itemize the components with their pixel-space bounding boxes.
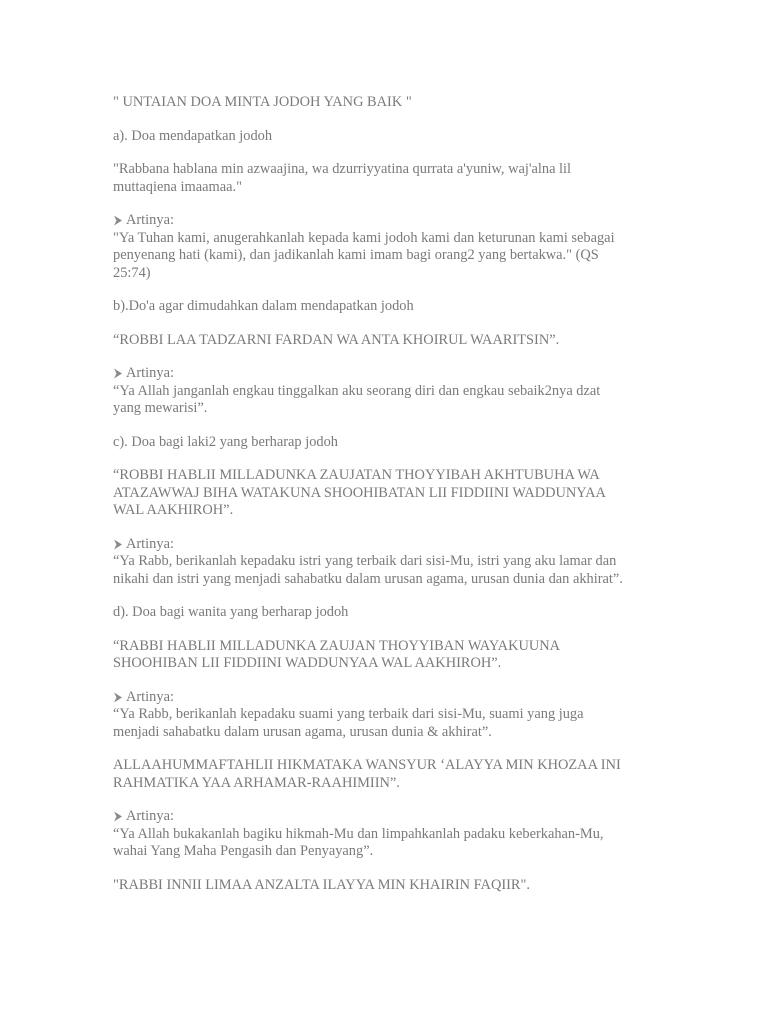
section-heading: c). Doa bagi laki2 yang berharap jodoh — [113, 433, 338, 450]
section-heading: b).Do'a agar dimudahkan dalam mendapatkan jodoh — [113, 298, 414, 314]
section-heading: d). Doa bagi wanita yang berharap jodoh — [113, 604, 349, 620]
meaning-label-text: Artinya: — [126, 808, 174, 824]
section-d — [113, 604, 658, 741]
prayer-meaning: "Ya Tuhan kami, anugerahkanlah kepada kami jodoh kami dan keturunan kami sebagai penyenang hati (kami), dan jadikanlah kami imam bagi orang2 yang bertakwa." (QS 25:74) — [113, 229, 615, 281]
prayer-text: “ROBBI LAA TADZARNI FARDAN WA ANTA KHOIRUL WAARITSIN”. — [113, 331, 560, 348]
arrow-bullet-icon — [113, 692, 123, 703]
prayer-text: "Rabbana hablana min azwaajina, wa dzurriyyatina qurrata a'yuniw, waj'alna lil muttaqiena imaamaa." — [113, 161, 572, 195]
meaning-label — [113, 689, 658, 707]
section-b — [113, 298, 658, 418]
prayer-text: “ROBBI HABLII MILLADUNKA ZAUJATAN THOYYIBAH AKHTUBUHA WA ATAZAWWAJ BIHA WATAKUNA SHOOHIBATAN LII FIDDIINI WADDUNYAA WAL AAKHIROH”. — [113, 467, 606, 518]
meaning-label — [113, 365, 658, 383]
meaning-label-text: Artinya: — [126, 365, 174, 381]
prayer-meaning: “Ya Allah bukakanlah bagiku hikmah-Mu dan limpahkanlah padaku keberkahan-Mu, wahai Yang Maha Pengasih dan Penyayang”. — [113, 825, 604, 859]
prayer-text: ALLAAHUMMAFTAHLII HIKMATAKA WANSYUR ‘ALAYYA MIN KHOZAA INI RAHMATIKA YAA ARHAMAR-RAAHIMIIN”. — [113, 757, 621, 791]
section-e — [113, 757, 658, 861]
prayer-meaning: “Ya Rabb, berikanlah kepadaku istri yang terbaik dari sisi-Mu, istri yang aku lamar dan nikahi dan istri yang menjadi sahabatku dalam urusan agama, urusan dunia dan akhirat”. — [113, 553, 623, 587]
closing-prayer: "RABBI INNII LIMAA ANZALTA ILAYYA MIN KHAIRIN FAQIIR". — [113, 876, 530, 893]
prayer-meaning: “Ya Allah janganlah engkau tinggalkan aku seorang diri dan engkau sebaik2nya dzat yang mewarisi”. — [113, 382, 601, 416]
section-c — [113, 434, 658, 589]
meaning-label-text: Artinya: — [126, 535, 174, 552]
arrow-bullet-icon — [113, 811, 123, 822]
prayer-text: “RABBI HABLII MILLADUNKA ZAUJAN THOYYIBAN WAYAKUUNA SHOOHIBAN LII FIDDIINI WADDUNYAA WAL AAKHIROH”. — [113, 637, 561, 671]
meaning-label — [113, 536, 658, 554]
document-body — [113, 94, 658, 910]
meaning-label-text: Artinya: — [126, 688, 174, 705]
document-title: " UNTAIAN DOA MINTA JODOH YANG BAIK " — [113, 94, 412, 110]
section-heading: a). Doa mendapatkan jodoh — [113, 127, 273, 144]
section-a — [113, 128, 658, 283]
meaning-label-text: Artinya: — [126, 212, 174, 228]
meaning-label — [113, 808, 658, 826]
prayer-meaning: “Ya Rabb, berikanlah kepadaku suami yang terbaik dari sisi-Mu, suami yang juga menjadi sahabatku dalam urusan agama, urusan dunia & akhirat”. — [113, 706, 584, 740]
arrow-bullet-icon — [113, 539, 123, 550]
arrow-bullet-icon — [113, 368, 123, 379]
meaning-label — [113, 212, 658, 230]
arrow-bullet-icon — [113, 215, 123, 226]
